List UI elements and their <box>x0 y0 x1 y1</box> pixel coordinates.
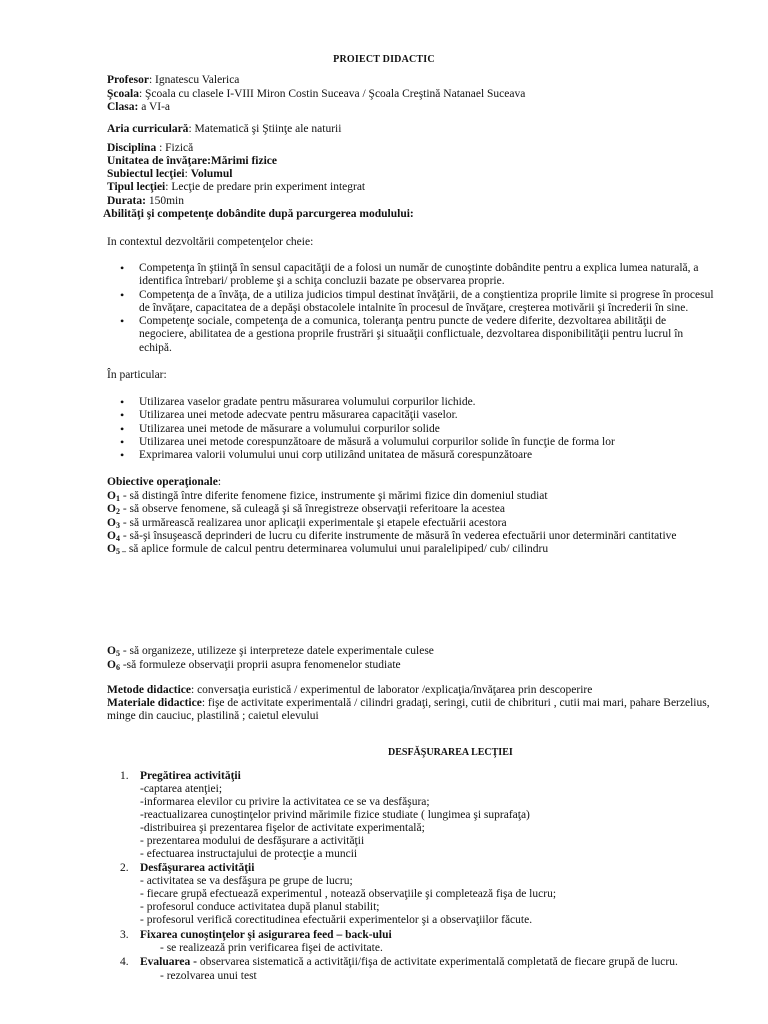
durata-label: Durata: <box>107 195 146 207</box>
aria-value: : Matematică şi Ştiinţe ale naturii <box>188 123 342 135</box>
step-4-title-suffix: observarea sistematică a activităţii/fişa de activitate experimentală completată de fiecare grupă de lucru. <box>196 956 678 968</box>
objective-o6: $O_6$ -să formuleze observaţii proprii asupra fenomenelor studiate <box>107 659 401 672</box>
subiectul-label: Subiectul lecţiei <box>107 168 185 180</box>
step-2-line: - fiecare grupă efectuează experimentul , notează observaţiile şi completează fişa de lucru; <box>140 888 557 900</box>
list-item: • Utilizarea unei metode de măsurare a volumului corpurilor solide <box>120 423 615 436</box>
list-item: • Utilizarea vaselor gradate pentru măsurarea volumului corpurilor lichide. <box>120 396 615 409</box>
list-item: • Competenţa în ştiinţă în sensul capacităţii de a folosi un număr de cunoştinte dobândite pentru a explica lumea naturală, a identifica întrebari/ probleme şi a schiţa concluzii bazate pe observarea proprie. <box>120 262 714 289</box>
objective-o3: $O_3$ - să urmărească realizarea unor aplicaţii experimentale şi etapele efectuării acestora <box>107 517 507 530</box>
unitatea-label: Unitatea de învăţare:Mărimi fizice <box>107 155 277 167</box>
profesor-label: Profesor <box>107 74 149 86</box>
durata-line <box>107 195 184 208</box>
step-1-line: -reactualizarea cunoştinţelor privind mărimile fizice studiate ( lungimea şi suprafaţa) <box>140 809 530 821</box>
step-4-num: 4. <box>120 956 129 968</box>
list-item: • Exprimarea valorii volumului unui corp utilizând unitatea de măsură corespunzătoare <box>120 449 615 462</box>
step-4-title-line <box>140 956 678 969</box>
materiale-line-2: minge din cauciuc, plastilină ; caietul elevului <box>107 710 319 722</box>
metode-line: Metode didactice: conversaţia euristică / experimentul de laborator /explicaţia/învăţarea prin descoperire <box>107 684 593 696</box>
objective-o2: $O_2$ - să observe fenomene, să culeagă şi să înregistreze observaţii referitoare la acestea <box>107 503 506 516</box>
list-item: • Utilizarea unei metode corespunzătoare de măsură a volumului corpurilor solide în funcţie de forma lor <box>120 436 615 449</box>
document-title: PROIECT DIDACTIC <box>333 54 435 65</box>
objective-o4: $O_4$ - să-şi însuşească deprinderi de lucru cu diferite instrumente de măsură în vederea efectuării unor determinări cantitative <box>107 530 677 543</box>
step-1-num: 1. <box>120 770 129 782</box>
step-3-title: Fixarea cunoştinţelor şi asigurarea feed – back-ului <box>140 929 392 941</box>
step-1-line: - efectuarea instructajului de protecţie a muncii <box>140 848 358 860</box>
list-item: • Competenţe sociale, competenţa de a comunica, toleranţa pentru puncte de vedere diferite, dezvoltarea abilităţii de negociere, abilitatea de a gestiona proprile frustrări şi situaăţii conflictuale, dezvoltarea disponibilităţii pentru lucrul în echipă. <box>120 315 714 355</box>
objective-o1: $O_1$ - să distingă între diferite fenomene fizice, instrumente şi mărimi fizice din domeniul studiat <box>107 490 548 503</box>
disciplina-line <box>107 142 193 155</box>
tipul-line <box>107 181 365 194</box>
step-2-title: Desfăşurarea activităţii <box>140 862 255 874</box>
aria-label: Aria curriculară <box>107 123 189 135</box>
clasa-line <box>107 101 170 114</box>
list-item: • Competenţa de a învăţa, de a utiliza judicios timpul destinat învăţării, de a conştientiza proprile limite si progrese în procesul de învăţare, capacitatea de a depăşi obstacolele intalnite în procesul de învăţare, creşterea motivării şi încrederii în sine. <box>120 289 714 316</box>
profesor-line <box>107 74 239 87</box>
tipul-label: Tipul lecţiei <box>107 181 166 193</box>
step-2-line: - profesorul verifică corectitudinea efectuării experimentelor şi a observaţiilor făcute. <box>140 914 533 926</box>
clasa-value: a VI-a <box>138 101 171 113</box>
particular-intro: În particular: <box>107 369 167 381</box>
desfasurare-title: DESFĂŞURAREA LECŢIEI <box>388 747 513 758</box>
step-1-line: -captarea atenţiei; <box>140 783 223 795</box>
step-1-line: -distribuirea şi prezentarea fişelor de activitate experimentală; <box>140 822 425 834</box>
step-1-line: -informarea elevilor cu privire la activitatea ce se va desfăşura; <box>140 796 430 808</box>
disciplina-value: : Fizică <box>156 142 194 154</box>
durata-value: 150min <box>145 195 184 207</box>
disciplina-label: Disciplina <box>107 142 157 154</box>
scoala-value: : Şcoala cu clasele I-VIII Miron Costin Suceava / Şcoala Creştină Natanael Suceava <box>138 88 526 100</box>
scoala-label: Şcoala <box>107 88 139 100</box>
step-4-line: - rezolvarea unui test <box>160 970 257 982</box>
aria-line <box>107 123 341 136</box>
step-3-num: 3. <box>120 929 129 941</box>
step-1-title: Pregătirea activităţii <box>140 770 241 782</box>
step-1-line: - prezentarea modului de desfăşurare a activităţii <box>140 835 365 847</box>
objective-o5a: $O_{5 -}$ să aplice formule de calcul pentru determinarea volumului unui paralelipiped/ cub/ cilindru <box>107 543 549 556</box>
subiectul-sep: : <box>184 168 191 180</box>
abilitati-heading: Abilităţi şi competenţe dobândite după parcurgerea modulului: <box>103 208 414 220</box>
tipul-value: : Lecţie de predare prin experiment integrat <box>165 181 366 193</box>
clasa-label: Clasa: <box>107 101 139 113</box>
objective-o5b: $O_5$ - să organizeze, utilizeze şi interpreteze datele experimentale culese <box>107 645 434 658</box>
particular-list <box>120 396 615 462</box>
step-2-num: 2. <box>120 862 129 874</box>
step-2-line: - profesorul conduce activitatea după planul stabilit; <box>140 901 380 913</box>
obiective-heading: Obiective operaţionale: <box>107 476 222 488</box>
subiectul-line <box>107 168 232 181</box>
list-item: • Utilizarea unei metode adecvate pentru măsurarea capacităţii vaselor. <box>120 409 615 422</box>
profesor-value: : Ignatescu Valerica <box>148 74 240 86</box>
step-4-title: Evaluarea - <box>140 956 197 968</box>
step-2-line: - activitatea se va desfăşura pe grupe de lucru; <box>140 875 353 887</box>
materiale-line: Materiale didactice: fişe de activitate experimentală / cilindri gradaţi, seringi, cutii de chibrituri , cutii mai mari, pahare Berzelius, <box>107 697 710 709</box>
scoala-line <box>107 88 525 101</box>
competente-intro: In contextul dezvoltării competenţelor cheie: <box>107 236 314 248</box>
step-3-line: - se realizează prin verificarea fişei de activitate. <box>160 942 383 954</box>
unitatea-line <box>107 155 277 168</box>
subiectul-value: Volumul <box>190 168 233 180</box>
competente-list <box>120 262 714 355</box>
